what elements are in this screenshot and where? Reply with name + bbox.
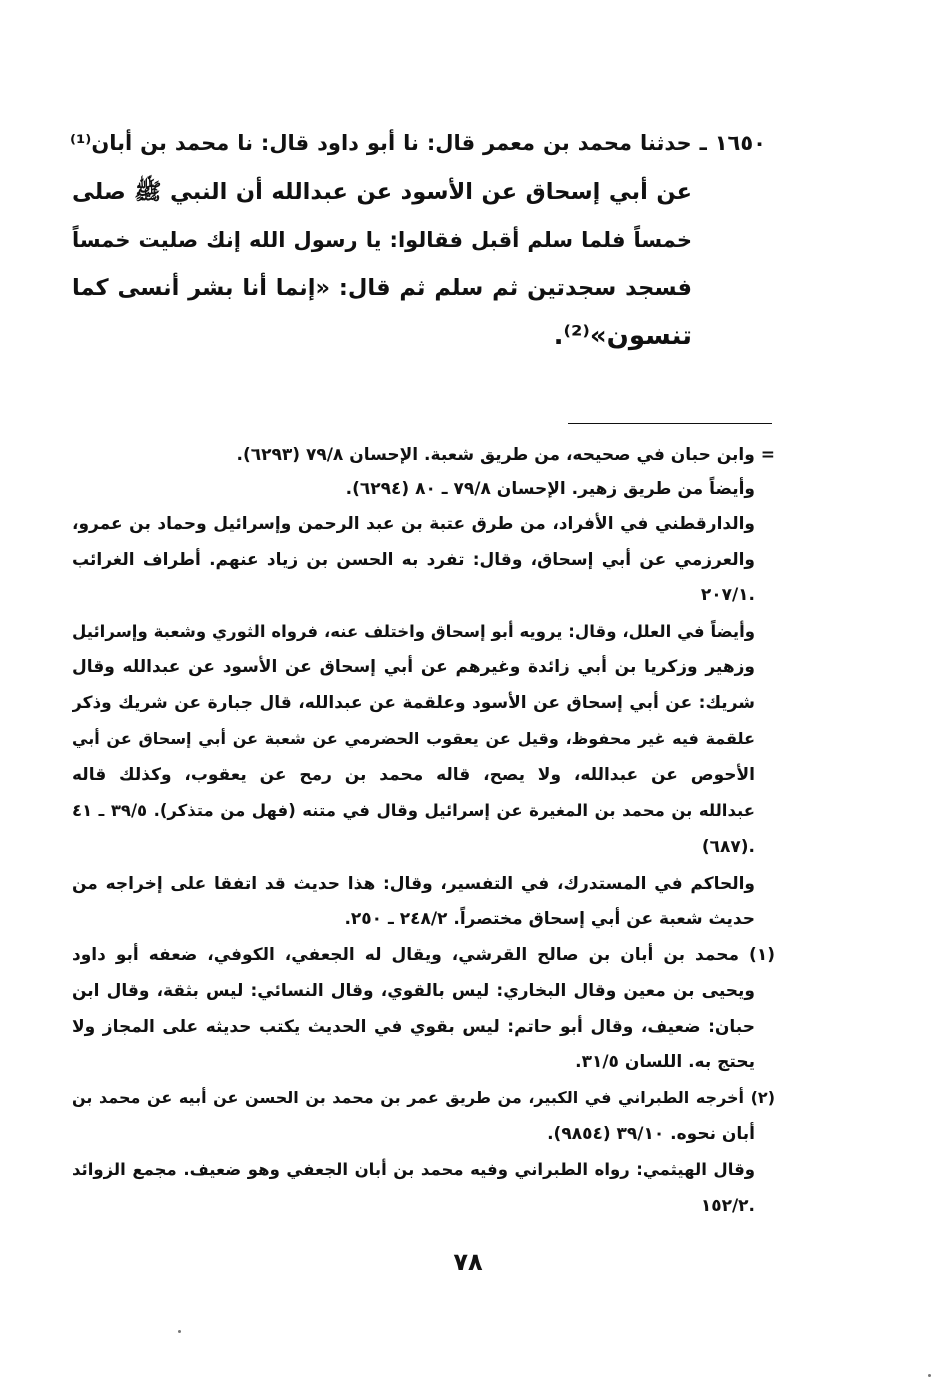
footnote-line: وقال الهيثمي: رواه الطبراني وفيه محمد بن أبان الجعفي وهو ضعيف. مجمع الزوائد: [72, 1160, 755, 1179]
scan-speck: [178, 1330, 181, 1333]
hadith-line: تنسون»⁽²⁾.: [553, 321, 692, 351]
footnote-line: (٢) أخرجه الطبراني في الكبير، من طريق عمر بن محمد بن الحسن عن أبيه عن محمد بن: [72, 1088, 775, 1107]
footnote-line: ١٥٢/٢.: [700, 1196, 755, 1216]
footnote-line: = وابن حبان في صحيحه، من طريق شعبة. الإحسان ٧٩/٨ (٦٢٩٣).: [236, 445, 775, 465]
footnote-line: أبان نحوه. ٣٩/١٠ (٩٨٥٤).: [547, 1124, 755, 1144]
footnote-line: وأيضاً في العلل، وقال: يرويه أبو إسحاق واختلف عنه، فرواه الثوري وشعبة وإسرائيل: [72, 622, 755, 641]
footnote-line: والحاكم في المستدرك، في التفسير، وقال: هذا حديث قد اتفقا على إخراجه من: [72, 874, 755, 894]
footnote-line: حبان: ضعيف، وقال أبو حاتم: ليس بقوي في الحديث يكتب حديثه على المجاز ولا: [72, 1017, 755, 1037]
scan-speck: [928, 1374, 931, 1377]
footnote-line: حديث شعبة عن أبي إسحاق مختصراً. ٢٤٨/٢ ـ ٢٥٠.: [344, 909, 755, 929]
hadith-line: خمساً فلما سلم أقبل فقالوا: يا رسول الله إنك صليت خمساً: [72, 228, 692, 252]
footnote-line: والدارقطني في الأفراد، من طرق عتبة بن عبد الرحمن وإسرائيل وحماد بن عمرو،: [72, 514, 755, 534]
footnote-line: الأحوص عن عبدالله، ولا يصح، قاله محمد بن رمح عن يعقوب، وكذلك قاله: [72, 765, 755, 785]
footnote-line: عبدالله بن محمد بن المغيرة عن إسرائيل وقال في متنه (فهل من متذكر). ٣٩/٥ ـ ٤١: [72, 801, 755, 820]
footnote-line: ويحيى بن معين وقال البخاري: ليس بالقوي، وقال النسائي: ليس بثقة، وقال ابن: [72, 981, 755, 1001]
hadith-line: فسجد سجدتين ثم سلم ثم قال: «إنما أنا بشر أنسى كما: [72, 275, 692, 301]
footnote-line: علقمة فيه غير محفوظ، وقيل عن يعقوب الحضرمي عن شعبة عن أبي إسحاق عن أبي: [72, 729, 755, 748]
hadith-line: عن أبي إسحاق عن الأسود عن عبدالله أن النبي ﷺ صلى: [72, 179, 692, 205]
footnote-line: شريك: عن أبي إسحاق عن الأسود وعلقمة عن عبدالله، قال جبارة عن شريك وذكر: [72, 693, 755, 713]
footnote-line: وأيضاً من طريق زهير. الإحسان ٧٩/٨ ـ ٨٠ (٦٢٩٤).: [345, 479, 755, 499]
footnote-separator: [568, 423, 772, 424]
footnote-line: يحتج به. اللسان ٣١/٥.: [575, 1052, 755, 1072]
footnote-line: وزهير وزكريا بن أبي زائدة وغيرهم عن أبي إسحاق عن الأسود عن عبدالله وقال: [72, 657, 755, 677]
footnote-line: (١) محمد بن أبان بن صالح القرشي، ويقال له الجعفي، الكوفي، ضعفه أبو داود: [72, 945, 775, 965]
page-number: ٧٨: [453, 1248, 483, 1276]
footnote-line: والعرزمي عن أبي إسحاق، وقال: تفرد به الحسن بن زياد عنهم. أطراف الغرائب: [72, 550, 755, 570]
footnote-line: ٢٠٧/١.: [700, 585, 755, 605]
footnote-line: (٦٨٧).: [701, 837, 755, 857]
hadith-line: ١٦٥٠ ـ حدثنا محمد بن معمر قال: نا أبو داود قال: نا محمد بن أبان⁽¹⁾: [70, 131, 766, 155]
